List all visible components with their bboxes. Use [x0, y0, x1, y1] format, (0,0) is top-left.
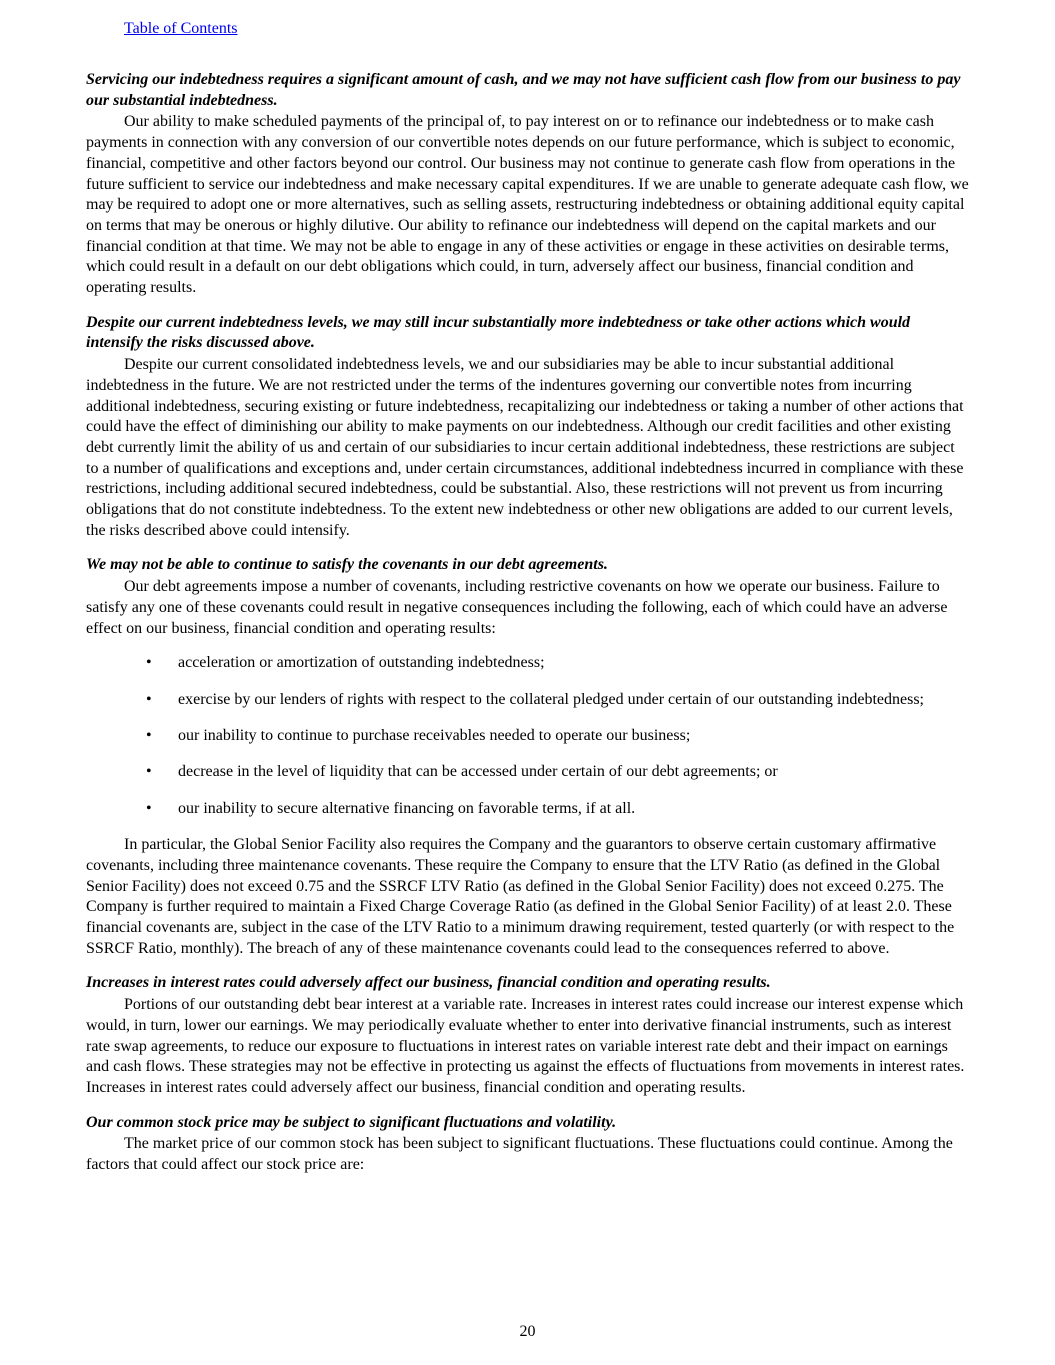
section-heading: Increases in interest rates could adversely affect our business, financial condition and operating results. — [86, 974, 771, 992]
section-additional-indebtedness — [86, 313, 970, 542]
section-heading: Despite our current indebtedness levels, we may still incur substantially more indebtedness or take other actions which would intensify the risks discussed above. — [86, 313, 911, 352]
paragraph: The market price of our common stock has been subject to significant fluctuations. These fluctuations could continue. Among the factors that could affect our stock price are: — [86, 1135, 953, 1174]
section-heading: Our common stock price may be subject to significant fluctuations and volatility. — [86, 1113, 617, 1131]
paragraph: In particular, the Global Senior Facility also requires the Company and the guarantors to observe certain customary affirmative covenants, including three maintenance covenants. These require the Company to ensure that the LTV Ratio (as defined in the Global Senior Facility) does not exceed 0.75 and the SSRCF LTV Ratio (as defined in the Global Senior Facility) does not exceed 0.275. The Company is further required to maintain a Fixed Charge Coverage Ratio (as defined in the Global Senior Facility) of at least 2.0. These financial covenants are, subject in the case of the LTV Ratio to a minimum drawing requirement, tested quarterly (or with respect to the SSRCF Ratio, monthly). The breach of any of these maintenance covenants could lead to the consequences referred to above. — [86, 836, 955, 957]
paragraph: Portions of our outstanding debt bear interest at a variable rate. Increases in interest rates could increase our interest expense which would, in turn, lower our earnings. We may periodically evaluate whether to enter into derivative financial instruments, such as interest rate swap agreements, to reduce our exposure to fluctuations in interest rates on variable interest rate debt and their impact on earnings and cash flows. These strategies may not be effective in protecting us against the effects of fluctuations from movements in interest rates. Increases in interest rates could adversely affect our business, financial condition and operating results. — [86, 996, 965, 1096]
paragraph: Our ability to make scheduled payments of the principal of, to pay interest on or to refinance our indebtedness or to make cash payments in connection with any conversion of our convertible notes depends on our future performance, which is subject to economic, financial, competitive and other factors beyond our control. Our business may not continue to generate cash flow from operations in the future sufficient to service our indebtedness and make necessary capital expenditures. If we are unable to generate adequate cash flow, we may be required to adopt one or more alternatives, such as selling assets, restructuring indebtedness or obtaining additional equity capital on terms that may be onerous or highly dilutive. Our ability to refinance our indebtedness will depend on the capital markets and our financial condition at that time. We may not be able to engage in any of these activities or engage in these activities on desirable terms, which could result in a default on our debt obligations which could, in turn, adversely affect our business, financial condition and operating results. — [86, 113, 969, 297]
list-item — [86, 653, 970, 674]
section-stock-price — [86, 1113, 970, 1176]
consequences-list — [86, 653, 970, 819]
bullet-marker: • — [146, 799, 152, 817]
list-item — [86, 799, 970, 820]
page-number: 20 — [519, 1323, 536, 1340]
paragraph: Despite our current consolidated indebtedness levels, we and our subsidiaries may be able to incur substantial additional indebtedness in the future. We are not restricted under the terms of the indentures governing our convertible notes from incurring additional indebtedness, securing existing or future indebtedness, recapitalizing our indebtedness or taking a number of other actions that could have the effect of diminishing our ability to make payments on our indebtedness. Although our credit facilities and other existing debt currently limit the ability of us and certain of our subsidiaries to incur certain additional indebtedness, these restrictions are subject to a number of qualifications and exceptions and, under certain circumstances, additional indebtedness incurred in compliance with these restrictions, including additional secured indebtedness, could be substantial. Also, these restrictions will not prevent us from incurring obligations that do not constitute indebtedness. To the extent new indebtedness or other new obligations are added to our current levels, the risks described above could intensify. — [86, 356, 964, 539]
paragraph: Our debt agreements impose a number of covenants, including restrictive covenants on how we operate our business. Failure to satisfy any one of these covenants could result in negative consequences including the following, each of which could have an adverse effect on our business, financial condition and operating results: — [86, 578, 948, 637]
list-item-text: exercise by our lenders of rights with respect to the collateral pledged under certain of our outstanding indebtedness; — [178, 690, 924, 708]
section-debt-covenants — [86, 555, 970, 959]
document-body — [86, 70, 970, 1190]
list-item-text: our inability to secure alternative financing on favorable terms, if at all. — [178, 799, 636, 817]
list-item — [86, 690, 970, 711]
bullet-marker: • — [146, 763, 152, 781]
table-of-contents-link[interactable]: Table of Contents — [124, 20, 238, 37]
list-item-text: decrease in the level of liquidity that can be accessed under certain of our debt agreements; or — [178, 763, 778, 781]
section-heading: We may not be able to continue to satisfy the covenants in our debt agreements. — [86, 556, 608, 574]
bullet-marker: • — [146, 727, 152, 745]
section-servicing-indebtedness — [86, 70, 970, 299]
list-item-text: acceleration or amortization of outstanding indebtedness; — [178, 654, 545, 672]
section-heading: Servicing our indebtedness requires a significant amount of cash, and we may not have sufficient cash flow from our business to pay our substantial indebtedness. — [86, 71, 961, 109]
list-item-text: our inability to continue to purchase receivables needed to operate our business; — [178, 727, 691, 745]
list-item — [86, 762, 970, 783]
list-item — [86, 726, 970, 747]
section-interest-rates — [86, 973, 970, 1098]
bullet-marker: • — [146, 690, 152, 708]
bullet-marker: • — [146, 654, 152, 672]
